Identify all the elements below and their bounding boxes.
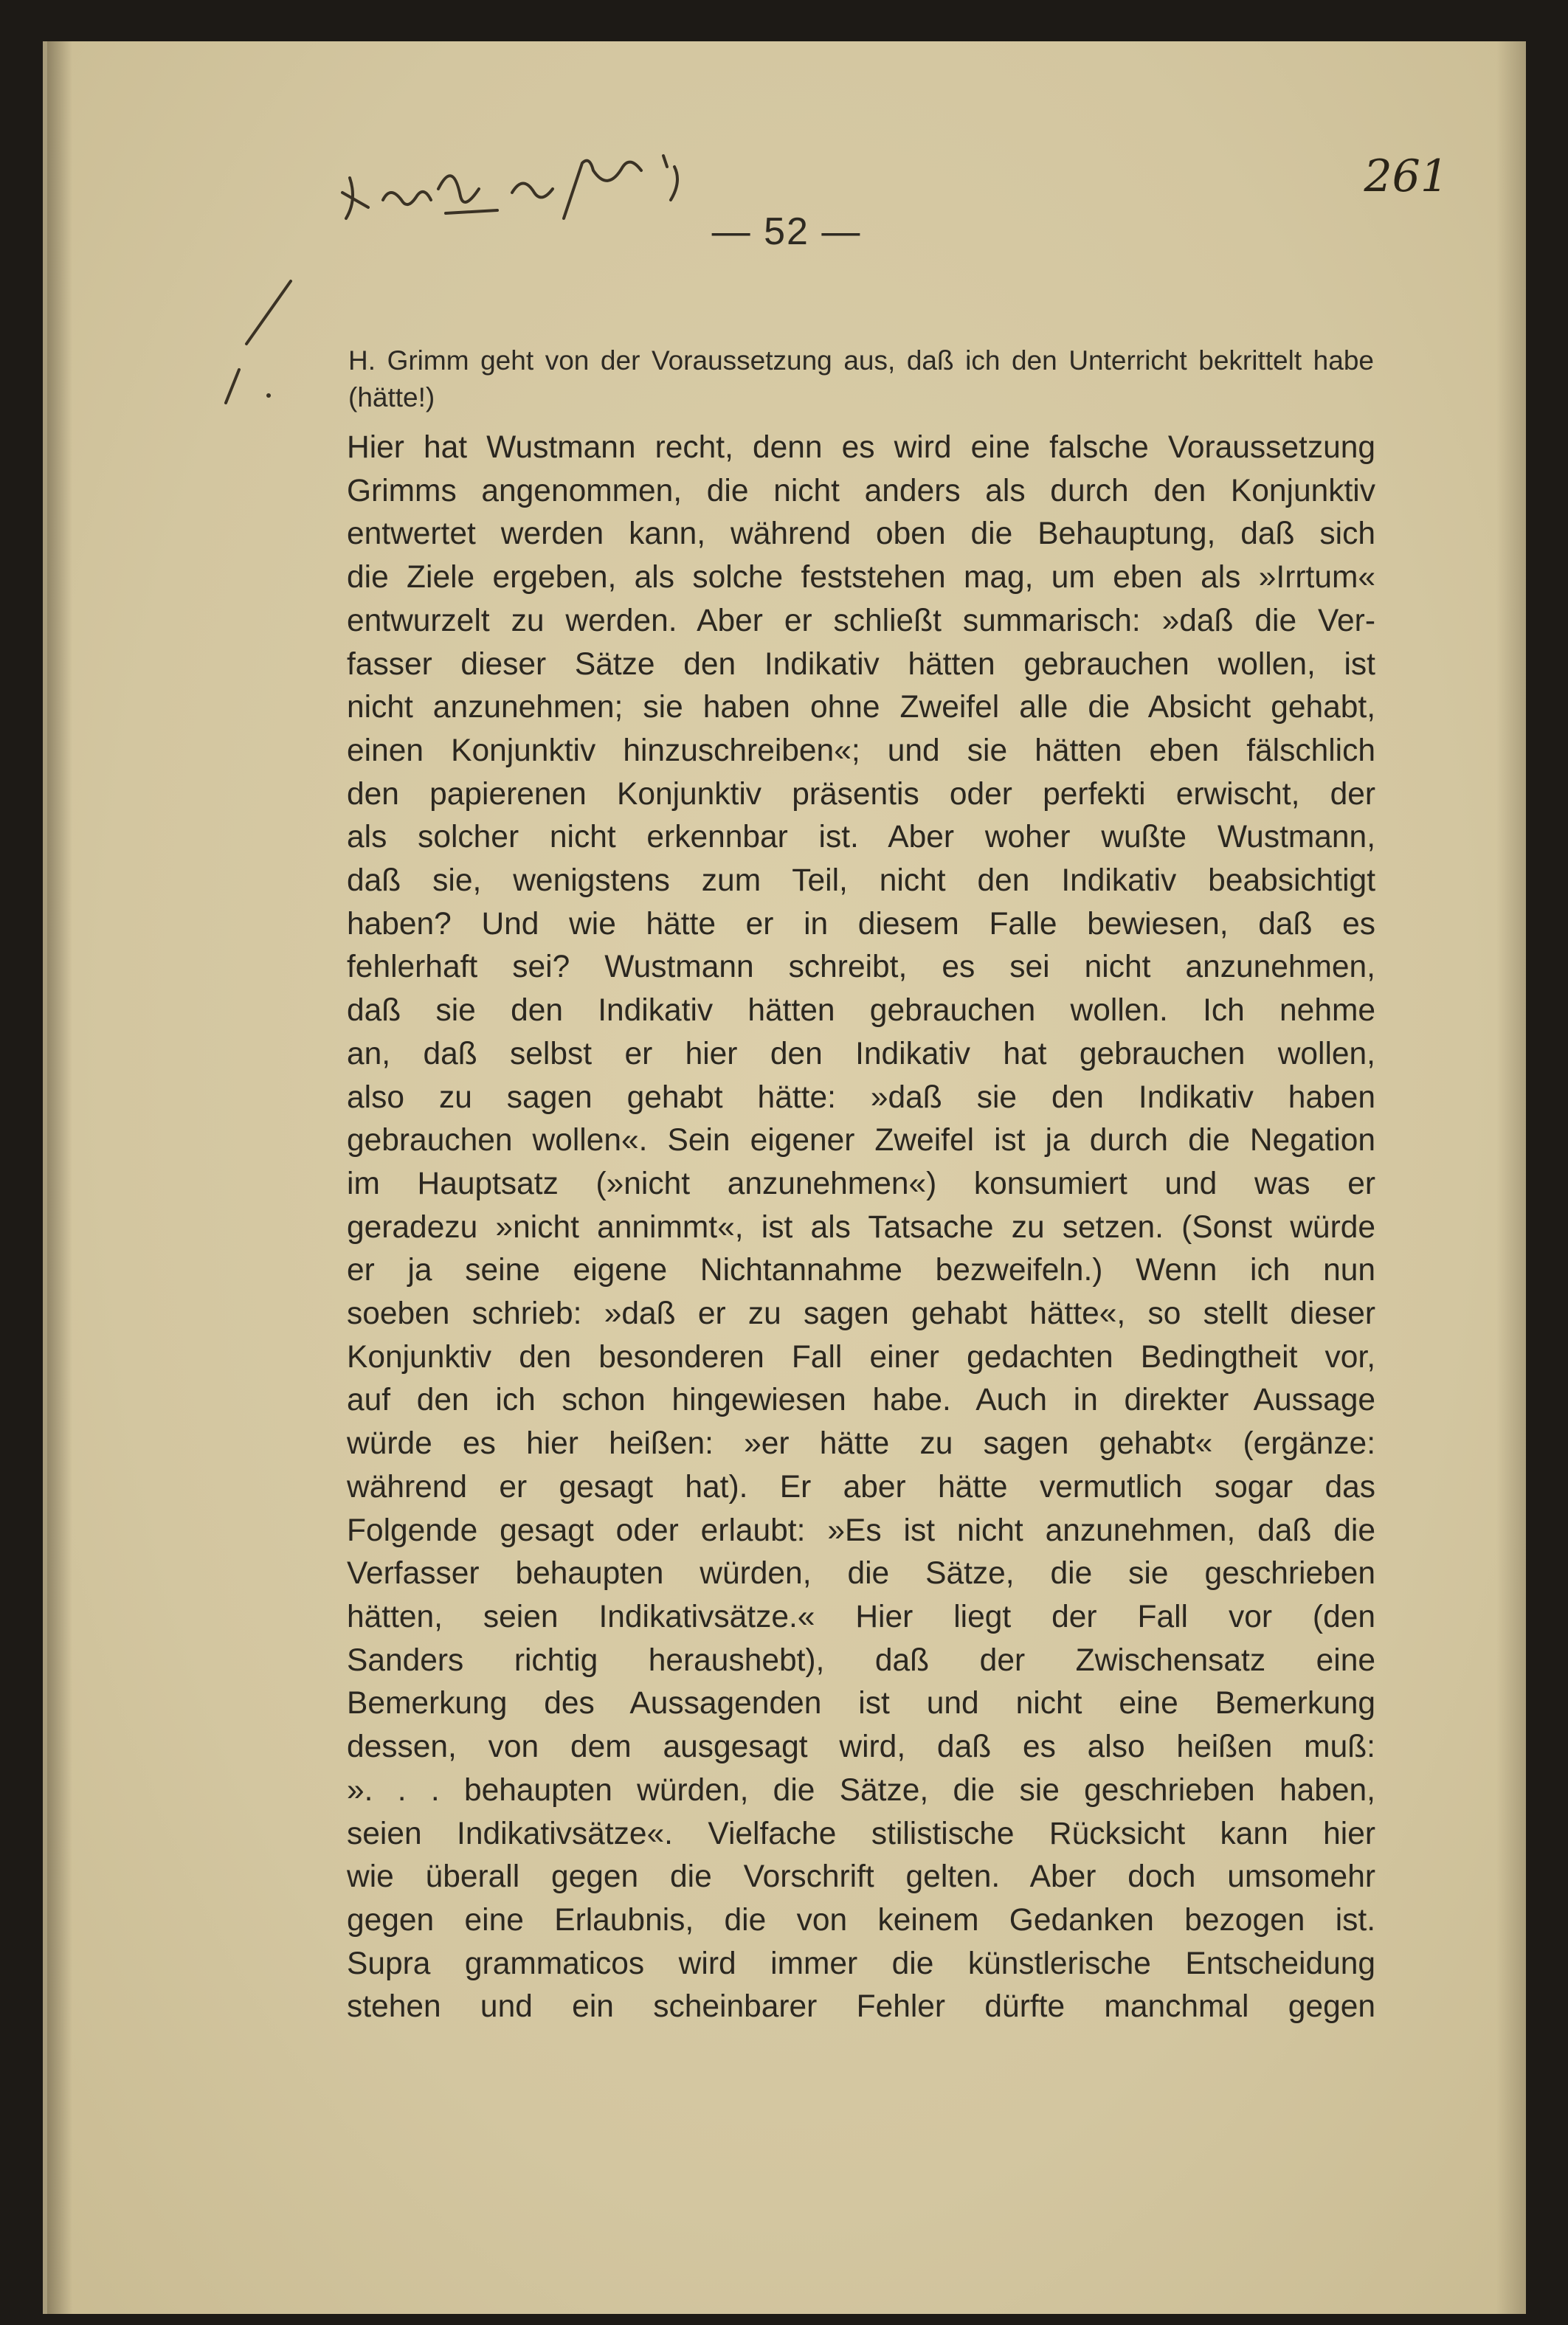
footnote-paragraph: H. Grimm geht von der Voraussetzung aus, daß ich den Unterricht bekrittelt habe (hätte!)	[348, 345, 1374, 412]
book-page	[43, 41, 1526, 2314]
text-line: Konjunktiv den besonderen Fall einer gedachten Bedingtheit vor,	[347, 1339, 1375, 1375]
text-line: wie überall gegen die Vorschrift gelten. Aber doch umsomehr	[347, 1859, 1375, 1895]
text-line: fasser dieser Sätze den Indikativ hätten gebrauchen wollen, ist	[347, 646, 1375, 682]
text-line: würde es hier heißen: »er hätte zu sagen gehabt« (ergänze:	[347, 1426, 1375, 1462]
text-line: gegen eine Erlaubnis, die von keinem Gedanken bezogen ist.	[347, 1902, 1375, 1938]
main-text-block	[347, 426, 1375, 2029]
text-line: entwertet werden kann, während oben die Behauptung, daß sich	[347, 517, 1375, 552]
handwritten-margin-mark	[217, 277, 305, 425]
text-line: Folgende gesagt oder erlaubt: »Es ist nicht anzunehmen, daß die	[347, 1513, 1375, 1548]
text-line: stehen und ein scheinbarer Fehler dürfte manchmal gegen	[347, 1989, 1375, 2025]
binding-shadow	[47, 41, 72, 2314]
text-line: hätten, seien Indikativsätze.« Hier liegt der Fall vor (den	[347, 1599, 1375, 1634]
text-line: die Ziele ergeben, als solche feststehen mag, um eben als »Irrtum«	[347, 560, 1375, 595]
text-line: Supra grammaticos wird immer die künstlerische Entscheidung	[347, 1946, 1375, 1981]
text-line: Grimms angenommen, die nicht anders als durch den Konjunktiv	[347, 473, 1375, 508]
text-line: Hier hat Wustmann recht, denn es wird eine falsche Voraussetzung	[347, 430, 1375, 465]
text-line: ». . . behaupten würden, die Sätze, die sie geschrieben haben,	[347, 1772, 1375, 1808]
page-number: — 52 —	[711, 210, 862, 253]
text-line: auf den ich schon hingewiesen habe. Auch in direkter Aussage	[347, 1383, 1375, 1418]
text-line: Sanders richtig heraushebt), daß der Zwischensatz eine	[347, 1642, 1375, 1678]
text-line: daß sie den Indikativ hätten gebrauchen wollen. Ich nehme	[347, 993, 1375, 1029]
text-line: Verfasser behaupten würden, die Sätze, die sie geschrieben	[347, 1556, 1375, 1592]
handwritten-folio-number: 261	[1364, 151, 1448, 202]
text-line: als solcher nicht erkennbar ist. Aber woher wußte Wustmann,	[347, 820, 1375, 855]
text-line: im Hauptsatz (»nicht anzunehmen«) konsumiert und was er	[347, 1166, 1375, 1201]
text-line: er ja seine eigene Nichtannahme bezweifeln.) Wenn ich nun	[347, 1253, 1375, 1288]
text-line: haben? Und wie hätte er in diesem Falle bewiesen, daß es	[347, 906, 1375, 942]
text-line: nicht anzunehmen; sie haben ohne Zweifel alle die Absicht gehabt,	[347, 690, 1375, 725]
text-line: soeben schrieb: »daß er zu sagen gehabt hätte«, so stellt dieser	[347, 1296, 1375, 1332]
text-line: an, daß selbst er hier den Indikativ hat gebrauchen wollen,	[347, 1036, 1375, 1071]
text-line: den papierenen Konjunktiv präsentis oder perfekti erwischt, der	[347, 776, 1375, 812]
page-edge-shadow	[1496, 41, 1526, 2314]
text-line: fehlerhaft sei? Wustmann schreibt, es sei nicht anzunehmen,	[347, 950, 1375, 985]
text-line: entwurzelt zu werden. Aber er schließt summarisch: »daß die Ver-	[347, 603, 1375, 638]
text-line: daß sie, wenigstens zum Teil, nicht den Indikativ beabsichtigt	[347, 863, 1375, 899]
text-line: einen Konjunktiv hinzuschreiben«; und sie hätten eben fälschlich	[347, 733, 1375, 768]
text-line: also zu sagen gehabt hätte: »daß sie den Indikativ haben	[347, 1079, 1375, 1115]
text-line: gebrauchen wollen«. Sein eigener Zweifel ist ja durch die Negation	[347, 1123, 1375, 1158]
text-line: geradezu »nicht annimmt«, ist als Tatsache zu setzen. (Sonst würde	[347, 1209, 1375, 1245]
text-line: seien Indikativsätze«. Vielfache stilistische Rücksicht kann hier	[347, 1816, 1375, 1851]
text-line: Bemerkung des Aussagenden ist und nicht eine Bemerkung	[347, 1686, 1375, 1721]
text-line: dessen, von dem ausgesagt wird, daß es also heißen muß:	[347, 1730, 1375, 1765]
text-line: während er gesagt hat). Er aber hätte vermutlich sogar das	[347, 1469, 1375, 1504]
